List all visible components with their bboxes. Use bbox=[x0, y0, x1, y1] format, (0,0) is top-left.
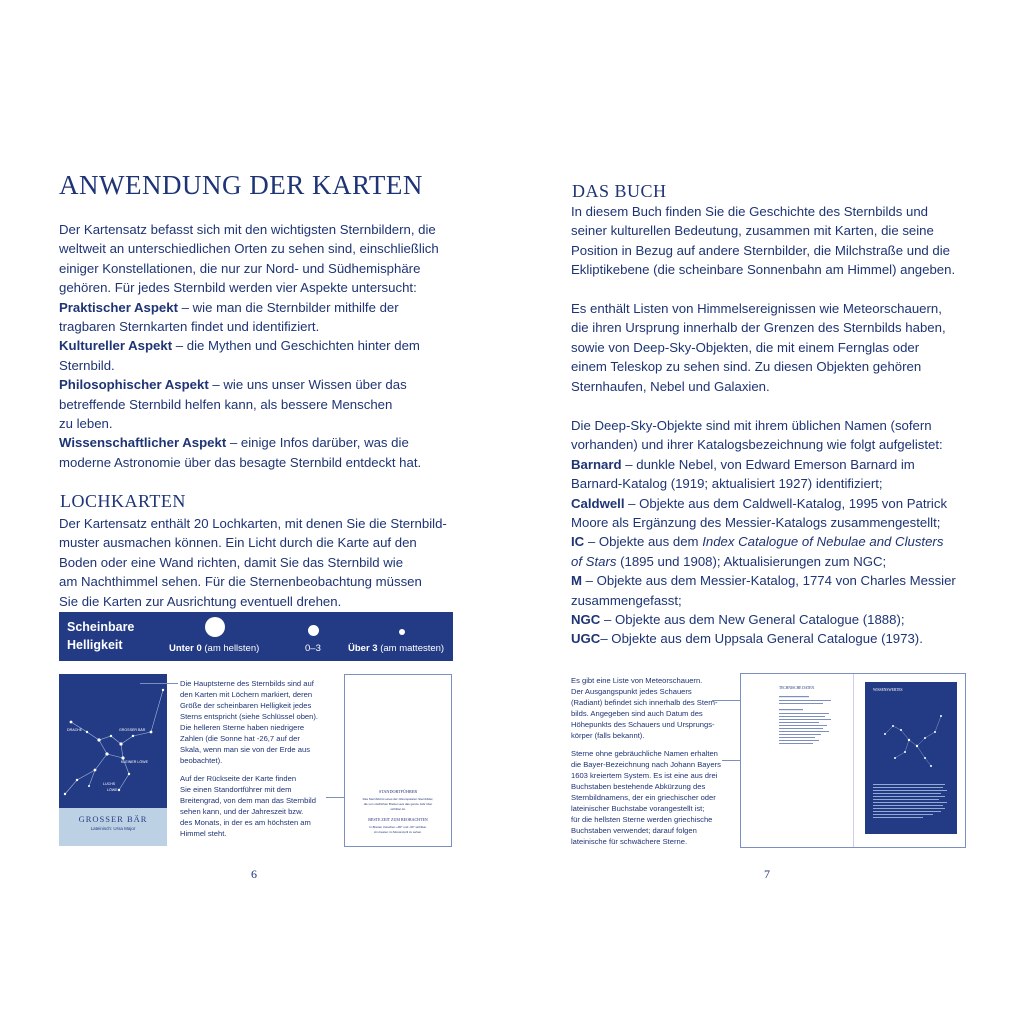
map-label: GROSSER BÄR bbox=[119, 728, 146, 732]
card-back-illustration bbox=[344, 674, 452, 847]
lochkarten-paragraph bbox=[59, 514, 447, 611]
intro-line: gehören. Für jedes Sternbild werden vier Aspekte untersucht: bbox=[59, 280, 417, 296]
small-dot-icon bbox=[399, 629, 405, 635]
lochkarten-line: Der Kartensatz enthält 20 Lochkarten, mit denen Sie die Sternbild- bbox=[59, 516, 447, 531]
spread-constellation bbox=[865, 696, 957, 776]
buch-heading: DAS BUCH bbox=[572, 181, 667, 201]
aspect-scientific: Wissenschaftlicher Aspekt – einige Infos darüber, was die bbox=[59, 435, 409, 451]
aspect-practical: Praktischer Aspekt – wie man die Sternbilder mithilfe der bbox=[59, 299, 399, 315]
spread-chart-text-lines bbox=[873, 782, 949, 828]
lochkarten-line: muster ausmachen können. Ein Licht durch die Karte auf den bbox=[59, 535, 417, 551]
spread-gutter bbox=[853, 674, 854, 847]
callout-line bbox=[140, 683, 178, 684]
buch-paragraph: In diesem Buch finden Sie die Geschichte des Sternbilds und seiner kulturellen Bedeutung, zusammen mit Karten, die seine Position in Bezug auf andere Sternbilder, die Milchstraße und die Ekliptikebene (die scheinbare Sonnenbahn am Himmel) angeben. bbox=[571, 204, 956, 278]
legend-label-mid: 0–3 bbox=[305, 643, 321, 654]
intro-line: einiger Konstellationen, die nur zur Nord- und Südhemisphäre bbox=[59, 260, 421, 276]
catalog-ugc: UGC– Objekte aus dem Uppsala General Catalogue (1973). bbox=[571, 631, 923, 647]
star-card-illustration bbox=[59, 674, 167, 808]
page-number-left: 6 bbox=[251, 867, 257, 881]
aspect-philosophical-cont: zu leben. bbox=[59, 416, 113, 432]
spread-star-chart bbox=[865, 682, 957, 834]
spread-right-heading: WISSENSWERTES bbox=[873, 688, 903, 692]
lochkarten-line: Boden oder eine Wand richten, damit Sie das Sternbild wie bbox=[59, 554, 404, 570]
page-number-right: 7 bbox=[764, 867, 770, 881]
book-spread-illustration bbox=[740, 673, 966, 848]
large-dot-icon bbox=[205, 617, 225, 637]
brightness-legend bbox=[59, 612, 453, 661]
card-description-2: Auf der Rückseite der Karte finden Sie einen Standortführer mit dem Breitengrad, von dem man das Sternbild sehen kann, und der Jahreszeit bzw. des Monats, in der es am höchsten am Himmel steht. bbox=[180, 774, 316, 838]
catalog-caldwell: Caldwell – Objekte aus dem Caldwell-Katalog, 1995 von Patrick bbox=[571, 495, 948, 511]
aspect-cultural-cont: Sternbild. bbox=[59, 357, 115, 373]
card-description-1: Die Hauptsterne des Sternbilds sind auf den Karten mit Löchern markiert, deren Größe der scheinbaren Helligkeit jedes Sterns entspricht (siehe Schlüssel oben). Die helleren Sterne haben niedrigere Zahlen (die Sonne hat -26,7 auf der Skala, wenn man sie von der Erde aus beobachtet). bbox=[180, 679, 319, 765]
intro-line: weltweit an unterschiedlichen Orten zu sehen sind, einschließlich bbox=[59, 241, 439, 257]
standort-text: Das Sternbild ist eines der zirkumpolaren Sternbilder, die von nördlichen Breiten aus das ganze Jahr über sichtbar ist. bbox=[362, 797, 434, 811]
bayer-description: Sterne ohne gebräuchliche Namen erhalten die Bayer-Bezeichnung nach Johann Bayers 1603 kreiertem System. Es ist eine aus drei Buchstaben bestehende Abkürzung des Sternbildnamens, der ein griechischer oder lateinischer Buchstabe vorangestellt ist; für die hellsten Sterne werden griechische Buchstaben verwendet; darauf folgen lateinische für schwächere Sterne. bbox=[571, 749, 721, 846]
map-label: LUCHS bbox=[103, 782, 116, 786]
card-name: GROSSER BÄR bbox=[78, 814, 148, 824]
meteor-description: Es gibt eine Liste von Meteorschauern. Der Ausgangspunkt jedes Schauers (Radiant) befindet sich innerhalb des Stern- bilds. Angegeben sind auch Datum des Höhepunkts des Schauers und Ursprungs- körper (falls bekannt). bbox=[571, 676, 718, 740]
catalog-ic: IC – Objekte aus dem Index Catalogue of Nebulae and Clusters bbox=[571, 534, 944, 550]
best-time-text: In Breiten zwischen +90° und -30° sichtbar. Am besten im Monat April zu sehen. bbox=[369, 825, 427, 834]
callout-line bbox=[326, 797, 346, 798]
map-label: DRACHE bbox=[67, 728, 83, 732]
legend-title: Scheinbare Helligkeit bbox=[67, 620, 135, 652]
medium-dot-icon bbox=[308, 625, 319, 636]
deepsky-paragraph: Die Deep-Sky-Objekte sind mit ihrem üblichen Namen (sofern vorhanden) und ihrer Katalogsbezeichnung wie folgt aufgelistet: Barnard – dunkle Nebel, von Edward Emerson Barnard im Barnard-Katalog (1919; aktualisiert 1927) identifiziert; Caldwell – Objekte aus dem Caldwell-Katalog, 1995 von Patrick Moore als Ergänzung des Messier-Katalogs zusammengestellt; IC – Objekte aus dem Index Catalogue of Nebulae and Clusters of Stars (1895 und 1908); Aktualisierungen zum NGC; M – Objekte aus dem Messier-Katalog, 1774 von Charles Messier zusammengefasst; NGC – Objekte aus dem New General Catalogue (1888); UGC– Objekte aus dem Uppsala General Catalogue (1973). bbox=[571, 416, 956, 649]
lochkarten-line: Sie die Karten zur Ausrichtung eventuell drehen. bbox=[59, 593, 342, 609]
best-time-heading: BESTE ZEIT ZUM BEOBACHTEN bbox=[368, 817, 428, 822]
spread-left-heading: TECHNISCHE DATEN bbox=[779, 686, 815, 690]
catalog-ngc: NGC – Objekte aus dem New General Catalogue (1888); bbox=[571, 612, 905, 628]
map-label: KLEINER LÖWE bbox=[121, 760, 148, 764]
spread-text-lines bbox=[779, 694, 839, 764]
catalog-messier: M – Objekte aus dem Messier-Katalog, 1774 von Charles Messier bbox=[571, 573, 956, 589]
catalog-barnard: Barnard – dunkle Nebel, von Edward Emerson Barnard im bbox=[571, 456, 915, 472]
map-label: LÖWE bbox=[107, 788, 118, 792]
aspect-scientific-cont: moderne Astronomie über das besagte Sternbild entdeckt hat. bbox=[59, 454, 422, 470]
card-name-label bbox=[59, 808, 167, 846]
lochkarten-heading: LOCHKARTEN bbox=[60, 491, 186, 511]
callout-line bbox=[722, 760, 740, 761]
intro-line: Der Kartensatz befasst sich mit den wichtigsten Sternbildern, die bbox=[59, 222, 436, 237]
aspect-philosophical: Philosophischer Aspekt – wie uns unser Wissen über das bbox=[59, 377, 407, 393]
aspect-cultural: Kultureller Aspekt – die Mythen und Geschichten hinter dem bbox=[59, 338, 420, 354]
page-title: ANWENDUNG DER KARTEN bbox=[59, 170, 423, 200]
callout-line bbox=[712, 700, 740, 701]
legend-label-brightest: Unter 0 (am hellsten) bbox=[169, 643, 260, 654]
legend-label-faintest: Über 3 (am mattesten) bbox=[348, 643, 445, 654]
card-latin-name: Lateinisch: Ursa Major bbox=[90, 826, 136, 831]
listen-paragraph: Es enthält Listen von Himmelsereignissen wie Meteorschauern, die ihren Ursprung innerhalb der Grenzen des Sternbilds haben, sowie von Deep-Sky-Objekten, die mit einem Fernglas oder einem Teleskop zu sehen sind. Zu diesen Objekten gehören Sternhaufen, Nebel und Galaxien. bbox=[571, 301, 946, 394]
aspect-practical-cont: tragbaren Sternkarten findet und identifiziert. bbox=[59, 319, 320, 335]
intro-paragraph bbox=[59, 220, 439, 472]
standort-heading: STANDORTFÜHRER bbox=[378, 789, 418, 794]
lochkarten-line: am Nachthimmel sehen. Für die Sternenbeobachtung müssen bbox=[59, 574, 422, 590]
aspect-philosophical-cont: betreffende Sternbild helfen kann, als bessere Menschen bbox=[59, 396, 393, 412]
